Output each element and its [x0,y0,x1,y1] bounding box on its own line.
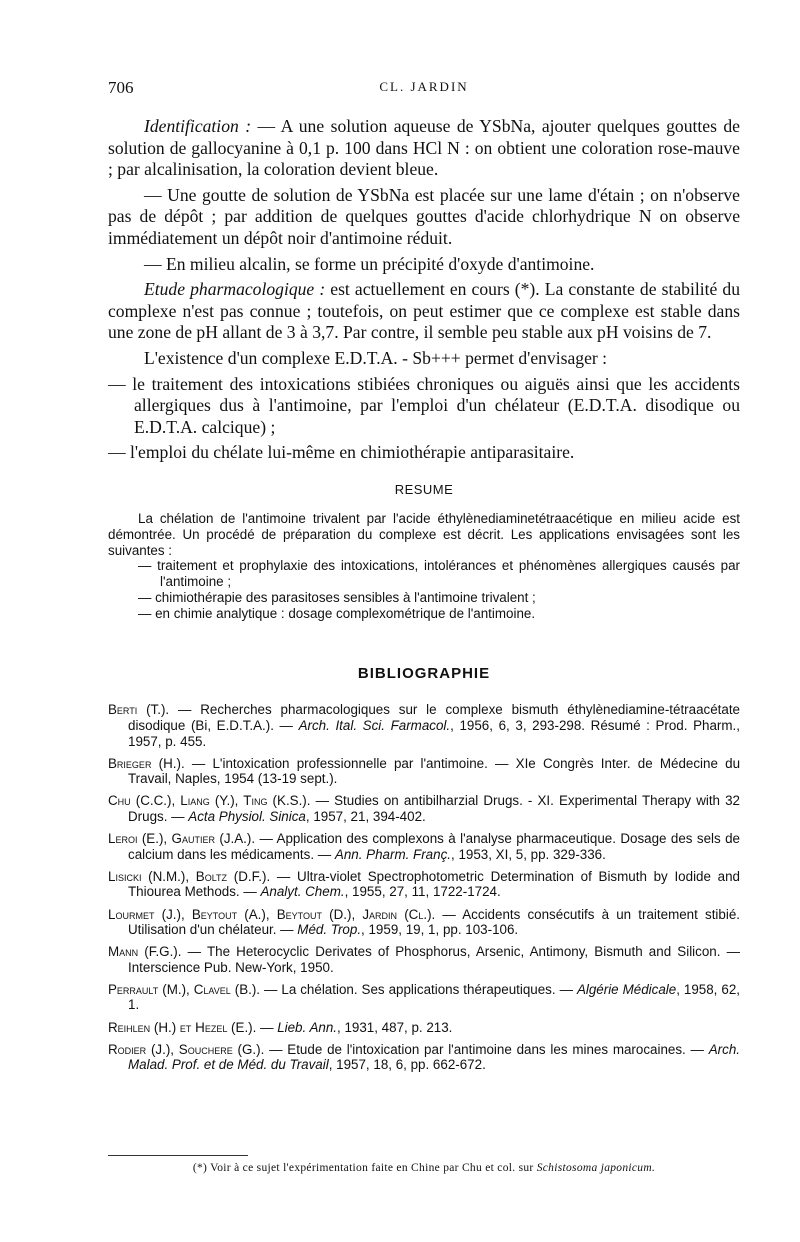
reference-list [108,702,740,1072]
paragraph-tin-test: — Une goutte de solution de YSbNa est placée sur une lame d'étain ; on n'observe pas de dépôt ; par addition de quelques gouttes d'acide chlorhydrique N on observe immédiatement un dépôt noir d'antimoine réduit. [108,184,740,248]
reference-text: — La chélation. Ses applications thérapeutiques. — [260,981,577,997]
reference-details: , 1959, 19, 1, pp. 103-106. [361,922,519,938]
paragraph-alkaline: — En milieu alcalin, se forme un précipité d'oxyde d'antimoine. [144,253,595,274]
reference-details: , 1953, XI, 5, pp. 329-336. [451,846,606,862]
reference-journal: Ann. Pharm. Franç. [334,846,451,862]
reference-entry [108,907,740,938]
reference-entry [108,944,740,975]
reference-text: — L'intoxication professionnelle par l'antimoine. — XIe Congrès Inter. de Médecine du Travail, Naples, 1954 (13-19 sept.). [128,755,741,787]
reference-authors: Chu (C.C.), Liang (Y.), Ting (K.S.). [108,793,311,809]
reference-details: , 1955, 27, 11, 1722-1724. [344,884,501,900]
reference-journal: Analyt. Chem. [260,884,345,900]
reference-text: — Application des complexons à l'analyse pharmaceutique. Dosage des sels de calcium dans les médicaments. — [128,831,741,862]
reference-text: — Accidents consécutifs à un traitement stibié. Utilisation d'un chélateur. — [128,906,740,938]
reference-authors: Perrault (M.), Clavel (B.). [108,981,261,997]
reference-text: — [256,1019,278,1035]
reference-authors: Reihlen (H.) et Hezel (E.). [108,1019,257,1035]
reference-journal: Arch. Malad. Prof. et de Méd. du Travail [128,1041,740,1073]
resume-heading: RESUME [394,481,454,497]
reference-details: , 1958, 62, 1. [128,981,740,1013]
reference-authors: Leroi (E.), Gautier (J.A.). [108,831,256,847]
reference-text: — Etude de l'intoxication par l'antimoine dans les mines marocaines. — [264,1041,709,1057]
reference-details: , 1957, 18, 6, pp. 662-672. [328,1057,486,1073]
reference-journal: Méd. Trop. [297,922,362,938]
resume-section [108,482,740,622]
reference-entry [108,1020,740,1036]
reference-entry [108,702,740,749]
footnote-rule [108,1155,248,1156]
pharmacology-label: Etude pharmacologique : [144,279,326,300]
reference-entry [108,1042,740,1073]
resume-text: La chélation de l'antimoine trivalent par l'acide éthylènediaminetétraacétique en milieu acide est démontrée. Un procédé de préparation du complexe est décrit. Les applications envisagées sont les suivantes : [108,510,740,558]
reference-authors: Lourmet (J.), Beytout (A.), Beytout (D.), Jardin (Cl.). [108,906,436,922]
reference-text: — Ultra-violet Spectrophotometric Determination of Bismuth by Iodide and Thiourea Methods. — [128,868,740,900]
reference-entry [108,869,740,900]
reference-journal: Lieb. Ann. [277,1019,337,1035]
identification-text: — A une solution aqueuse de YSbNa, ajouter quelques gouttes de solution de gallocyanine à 0,1 p. 100 dans HCl N : on obtient une coloration rose-mauve ; par alcalinisation, la coloration devient bleue. [108,116,740,180]
paragraph-complex: L'existence d'un complexe E.D.T.A. - Sb+++ permet d'envisager : [144,347,608,368]
reference-text: — The Heterocyclic Derivates of Phosphorus, Arsenic, Antimony, Bismuth and Silicon. — Interscience Pub. New-York, 1950. [128,944,740,975]
footnote-text: (*) Voir à ce sujet l'expérimentation faite en Chine par Chu et col. sur [192,1162,537,1174]
pharmacology-text: est actuellement en cours (*). La constante de stabilité du complexe n'est pas connue ; toutefois, on peut estimer que ce complexe est stable dans une zone de pH allant de 3 à 3,7. Par contre, il semble peu stable aux pH voisins de 7. [108,279,740,343]
list-item: — l'emploi du chélate lui-même en chimiothérapie antiparasitaire. [108,442,575,463]
resume-item: — traitement et prophylaxie des intoxications, intolérances et phénomènes allergiques causés par l'antimoine ; [138,558,740,590]
paragraph-identification [108,116,740,181]
resume-item: — chimiothérapie des parasitoses sensibles à l'antimoine trivalent ; [138,589,536,605]
paragraph-pharmacology [108,279,740,344]
reference-entry [108,756,740,787]
identification-label: Identification : [144,116,252,136]
footnote-species: Schistosoma japonicum. [536,1162,656,1174]
page-number: 706 [108,78,134,97]
reference-entry [108,982,740,1013]
reference-authors: Rodier (J.), Souchere (G.). [108,1041,265,1057]
list-item: — le traitement des intoxications stibiées chroniques ou aiguës ainsi que les accidents allergiques dus à l'antimoine, par l'emploi d'un chélateur (E.D.T.A. disodique ou E.D.T.A. calcique) ; [108,373,740,437]
footnote [108,1162,740,1174]
bibliography-section [108,665,740,1072]
bibliography-heading: BIBLIOGRAPHIE [357,665,491,683]
reference-text: — Studies on antibilharzial Drugs. - XI. Experimental Therapy with 32 Drugs. — [128,793,741,825]
reference-details: , 1931, 487, p. 213. [337,1019,453,1035]
reference-authors: Berti (T.). [108,702,170,718]
page-header [108,78,740,102]
resume-item: — en chimie analytique : dosage complexométrique de l'antimoine. [138,605,536,621]
reference-journal: Acta Physiol. Sinica [188,809,306,825]
reference-details: , 1956, 6, 3, 293-298. Résumé : Prod. Pharm., 1957, p. 455. [128,718,740,749]
reference-authors: Brieger (H.). [108,755,185,771]
reference-details: , 1957, 21, 394-402. [305,809,426,825]
reference-entry [108,831,740,862]
reference-authors: Lisicki (N.M.), Boltz (D.F.). [108,868,271,884]
reference-journal: Arch. Ital. Sci. Farmacol. [298,718,451,734]
reference-text: — Recherches pharmacologiques sur le complexe bismuth éthylènediamine-tétraacétate disodique (Bi, E.D.T.A.). — [128,702,740,734]
running-head: CL. JARDIN [379,79,469,94]
reference-authors: Mann (F.G.). [108,944,182,960]
reference-entry [108,793,740,824]
main-text [108,116,740,1079]
reference-journal: Algérie Médicale [576,981,677,997]
